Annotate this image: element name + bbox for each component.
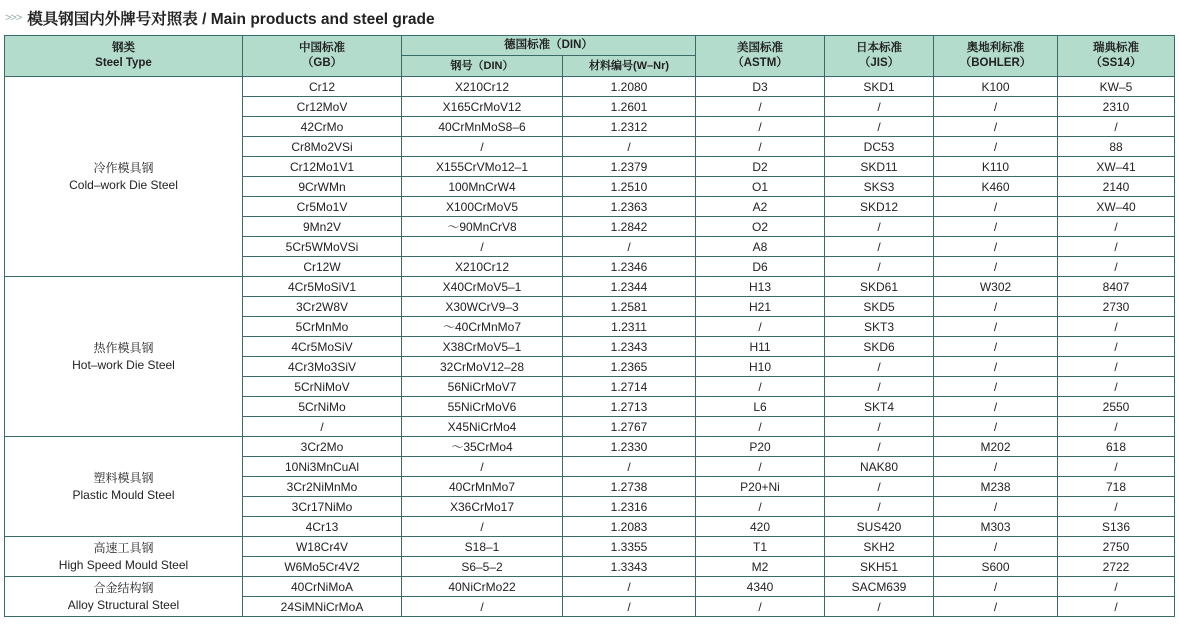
steel-category-cell — [5, 277, 243, 437]
steel-category-cell — [5, 577, 243, 617]
bohler-cell: / — [934, 197, 1058, 217]
gb-cell: 42CrMo — [243, 117, 402, 137]
din-grade-cell: 32CrMoV12–28 — [402, 357, 563, 377]
astm-cell: / — [696, 457, 825, 477]
astm-cell: / — [696, 97, 825, 117]
astm-cell: / — [696, 377, 825, 397]
jis-cell: SKD12 — [825, 197, 934, 217]
astm-cell: 420 — [696, 517, 825, 537]
gb-cell: / — [243, 417, 402, 437]
din-grade-cell: / — [402, 517, 563, 537]
jis-cell: SUS420 — [825, 517, 934, 537]
din-grade-cell: S18–1 — [402, 537, 563, 557]
din-grade-cell: X45NiCrMo4 — [402, 417, 563, 437]
jis-cell: SKD6 — [825, 337, 934, 357]
category-name-cn: 热作模具钢 — [93, 340, 154, 355]
astm-cell: M2 — [696, 557, 825, 577]
ss14-cell: 2140 — [1058, 177, 1175, 197]
bohler-cell: M238 — [934, 477, 1058, 497]
gb-cell: 4Cr5MoSiV1 — [243, 277, 402, 297]
category-name-en: High Speed Mould Steel — [58, 557, 189, 572]
category-name-cn: 塑料模具钢 — [93, 470, 154, 485]
bohler-cell: / — [934, 417, 1058, 437]
category-name-en: Hot–work Die Steel — [72, 357, 175, 372]
astm-cell: D6 — [696, 257, 825, 277]
din-grade-cell: ～40CrMnMo7 — [402, 317, 563, 337]
jis-cell: SKH51 — [825, 557, 934, 577]
gb-cell: 3Cr2W8V — [243, 297, 402, 317]
category-name-en: Cold–work Die Steel — [69, 177, 178, 192]
ss14-cell: 2750 — [1058, 537, 1175, 557]
din-number-cell: 1.2080 — [563, 77, 696, 97]
jis-cell: / — [825, 117, 934, 137]
astm-cell: 4340 — [696, 577, 825, 597]
astm-cell: O1 — [696, 177, 825, 197]
ss14-cell: XW–40 — [1058, 197, 1175, 217]
astm-cell: / — [696, 317, 825, 337]
jis-cell: SKT3 — [825, 317, 934, 337]
astm-cell: / — [696, 497, 825, 517]
bohler-cell: / — [934, 577, 1058, 597]
din-grade-cell: / — [402, 237, 563, 257]
category-name-cn: 高速工具钢 — [93, 540, 154, 555]
din-grade-cell: / — [402, 457, 563, 477]
header-ss14: 瑞典标准 （SS14） — [1058, 36, 1175, 77]
astm-cell: D2 — [696, 157, 825, 177]
bohler-cell: / — [934, 357, 1058, 377]
jis-cell: SKT4 — [825, 397, 934, 417]
din-grade-cell: ～90MnCrV8 — [402, 217, 563, 237]
din-number-cell: 1.2343 — [563, 337, 696, 357]
jis-cell: / — [825, 97, 934, 117]
gb-cell: 9Mn2V — [243, 217, 402, 237]
din-grade-cell: 56NiCrMoV7 — [402, 377, 563, 397]
steel-category-cell — [5, 77, 243, 277]
category-name-cn: 冷作模具钢 — [93, 160, 154, 175]
jis-cell: SKD1 — [825, 77, 934, 97]
din-grade-cell: X210Cr12 — [402, 257, 563, 277]
steel-category-cell — [5, 537, 243, 577]
astm-cell: P20 — [696, 437, 825, 457]
gb-cell: Cr5Mo1V — [243, 197, 402, 217]
table-row — [5, 437, 1175, 457]
ss14-cell: / — [1058, 597, 1175, 617]
gb-cell: 5CrMnMo — [243, 317, 402, 337]
table-row — [5, 277, 1175, 297]
header-din-grade: 钢号（DIN） — [402, 56, 563, 77]
din-number-cell: / — [563, 597, 696, 617]
din-number-cell: / — [563, 137, 696, 157]
gb-cell: W18Cr4V — [243, 537, 402, 557]
jis-cell: / — [825, 217, 934, 237]
bohler-cell: / — [934, 297, 1058, 317]
astm-cell: O2 — [696, 217, 825, 237]
astm-cell: T1 — [696, 537, 825, 557]
din-number-cell: 1.3355 — [563, 537, 696, 557]
bohler-cell: K460 — [934, 177, 1058, 197]
ss14-cell: / — [1058, 497, 1175, 517]
bohler-cell: K100 — [934, 77, 1058, 97]
din-number-cell: / — [563, 577, 696, 597]
gb-cell: 3Cr17NiMo — [243, 497, 402, 517]
astm-cell: P20+Ni — [696, 477, 825, 497]
din-grade-cell: 100MnCrW4 — [402, 177, 563, 197]
table-row — [5, 77, 1175, 97]
jis-cell: / — [825, 417, 934, 437]
din-grade-cell: / — [402, 597, 563, 617]
din-number-cell: 1.2365 — [563, 357, 696, 377]
din-number-cell: 1.2344 — [563, 277, 696, 297]
astm-cell: / — [696, 417, 825, 437]
bohler-cell: / — [934, 237, 1058, 257]
gb-cell: 4Cr3Mo3SiV — [243, 357, 402, 377]
din-number-cell: 1.2311 — [563, 317, 696, 337]
ss14-cell: / — [1058, 317, 1175, 337]
jis-cell: SKD61 — [825, 277, 934, 297]
din-number-cell: 1.2714 — [563, 377, 696, 397]
header-din-number: 材料编号(W–Nr) — [563, 56, 696, 77]
bohler-cell: M202 — [934, 437, 1058, 457]
din-grade-cell: X155CrVMo12–1 — [402, 157, 563, 177]
din-number-cell: 1.2316 — [563, 497, 696, 517]
gb-cell: 5CrNiMo — [243, 397, 402, 417]
gb-cell: 5CrNiMoV — [243, 377, 402, 397]
bohler-cell: / — [934, 377, 1058, 397]
astm-cell: H10 — [696, 357, 825, 377]
ss14-cell: 618 — [1058, 437, 1175, 457]
jis-cell: / — [825, 477, 934, 497]
din-grade-cell: 40NiCrMo22 — [402, 577, 563, 597]
din-number-cell: 1.2346 — [563, 257, 696, 277]
ss14-cell: / — [1058, 417, 1175, 437]
steel-grade-table — [4, 35, 1175, 617]
jis-cell: SKS3 — [825, 177, 934, 197]
gb-cell: 4Cr13 — [243, 517, 402, 537]
bohler-cell: / — [934, 97, 1058, 117]
astm-cell: H21 — [696, 297, 825, 317]
din-grade-cell: X36CrMo17 — [402, 497, 563, 517]
ss14-cell: 2310 — [1058, 97, 1175, 117]
bohler-cell: / — [934, 257, 1058, 277]
ss14-cell: 88 — [1058, 137, 1175, 157]
din-grade-cell: X100CrMoV5 — [402, 197, 563, 217]
din-grade-cell: ～35CrMo4 — [402, 437, 563, 457]
gb-cell: 40CrNiMoA — [243, 577, 402, 597]
gb-cell: Cr8Mo2VSi — [243, 137, 402, 157]
bohler-cell: W302 — [934, 277, 1058, 297]
bohler-cell: / — [934, 117, 1058, 137]
din-number-cell: 1.2842 — [563, 217, 696, 237]
page-title-bar — [5, 8, 435, 28]
astm-cell: H13 — [696, 277, 825, 297]
gb-cell: 10Ni3MnCuAl — [243, 457, 402, 477]
gb-cell: 3Cr2Mo — [243, 437, 402, 457]
astm-cell: H11 — [696, 337, 825, 357]
ss14-cell: / — [1058, 577, 1175, 597]
bohler-cell: / — [934, 397, 1058, 417]
bohler-cell: S600 — [934, 557, 1058, 577]
bohler-cell: / — [934, 217, 1058, 237]
jis-cell: SACM639 — [825, 577, 934, 597]
din-grade-cell: X165CrMoV12 — [402, 97, 563, 117]
header-bohler: 奥地利标准 （BOHLER） — [934, 36, 1058, 77]
ss14-cell: / — [1058, 357, 1175, 377]
jis-cell: SKD5 — [825, 297, 934, 317]
ss14-cell: 718 — [1058, 477, 1175, 497]
jis-cell: / — [825, 357, 934, 377]
din-number-cell: 1.3343 — [563, 557, 696, 577]
jis-cell: / — [825, 497, 934, 517]
din-number-cell: 1.2379 — [563, 157, 696, 177]
header-astm: 美国标准 （ASTM） — [696, 36, 825, 77]
bohler-cell: K110 — [934, 157, 1058, 177]
din-grade-cell: / — [402, 137, 563, 157]
gb-cell: 4Cr5MoSiV — [243, 337, 402, 357]
ss14-cell: 2730 — [1058, 297, 1175, 317]
header-gb: 中国标准 （GB） — [243, 36, 402, 77]
din-number-cell: 1.2312 — [563, 117, 696, 137]
header-jis: 日本标准 （JIS） — [825, 36, 934, 77]
bohler-cell: / — [934, 137, 1058, 157]
gb-cell: Cr12W — [243, 257, 402, 277]
bohler-cell: / — [934, 317, 1058, 337]
category-name-cn: 合金结构钢 — [93, 580, 154, 595]
din-grade-cell: 40CrMnMo7 — [402, 477, 563, 497]
ss14-cell: KW–5 — [1058, 77, 1175, 97]
din-grade-cell: 40CrMnMoS8–6 — [402, 117, 563, 137]
astm-cell: A2 — [696, 197, 825, 217]
din-grade-cell: S6–5–2 — [402, 557, 563, 577]
category-name-en: Plastic Mould Steel — [72, 487, 175, 502]
astm-cell: L6 — [696, 397, 825, 417]
gb-cell: 3Cr2NiMnMo — [243, 477, 402, 497]
ss14-cell: / — [1058, 117, 1175, 137]
bohler-cell: / — [934, 497, 1058, 517]
jis-cell: DC53 — [825, 137, 934, 157]
din-number-cell: / — [563, 457, 696, 477]
ss14-cell: S136 — [1058, 517, 1175, 537]
din-number-cell: 1.2713 — [563, 397, 696, 417]
din-grade-cell: X30WCrV9–3 — [402, 297, 563, 317]
din-number-cell: 1.2330 — [563, 437, 696, 457]
din-number-cell: 1.2510 — [563, 177, 696, 197]
bohler-cell: / — [934, 337, 1058, 357]
astm-cell: / — [696, 117, 825, 137]
ss14-cell: / — [1058, 257, 1175, 277]
jis-cell: SKD11 — [825, 157, 934, 177]
header-din-group: 德国标准（DIN） — [402, 36, 696, 56]
bohler-cell: M303 — [934, 517, 1058, 537]
din-number-cell: 1.2581 — [563, 297, 696, 317]
astm-cell: / — [696, 137, 825, 157]
ss14-cell: / — [1058, 217, 1175, 237]
ss14-cell: 2550 — [1058, 397, 1175, 417]
header-steel-type: 钢类 Steel Type — [5, 36, 243, 77]
din-number-cell: 1.2083 — [563, 517, 696, 537]
ss14-cell: 8407 — [1058, 277, 1175, 297]
ss14-cell: XW–41 — [1058, 157, 1175, 177]
jis-cell: NAK80 — [825, 457, 934, 477]
gb-cell: 5Cr5WMoVSi — [243, 237, 402, 257]
gb-cell: 24SiMNiCrMoA — [243, 597, 402, 617]
page-title: 模具钢国内外牌号对照表 / Main products and steel grade — [27, 11, 435, 28]
gb-cell: 9CrWMn — [243, 177, 402, 197]
din-grade-cell: X210Cr12 — [402, 77, 563, 97]
din-grade-cell: X38CrMoV5–1 — [402, 337, 563, 357]
din-number-cell: 1.2738 — [563, 477, 696, 497]
category-name-en: Alloy Structural Steel — [67, 597, 180, 612]
arrows-icon: >>> — [5, 12, 22, 24]
gb-cell: Cr12MoV — [243, 97, 402, 117]
table-row — [5, 577, 1175, 597]
jis-cell: / — [825, 437, 934, 457]
ss14-cell: / — [1058, 377, 1175, 397]
ss14-cell: / — [1058, 237, 1175, 257]
din-number-cell: 1.2767 — [563, 417, 696, 437]
astm-cell: / — [696, 597, 825, 617]
ss14-cell: / — [1058, 337, 1175, 357]
bohler-cell: / — [934, 457, 1058, 477]
jis-cell: / — [825, 257, 934, 277]
astm-cell: D3 — [696, 77, 825, 97]
gb-cell: Cr12Mo1V1 — [243, 157, 402, 177]
din-grade-cell: 55NiCrMoV6 — [402, 397, 563, 417]
din-number-cell: 1.2363 — [563, 197, 696, 217]
gb-cell: Cr12 — [243, 77, 402, 97]
din-grade-cell: X40CrMoV5–1 — [402, 277, 563, 297]
ss14-cell: / — [1058, 457, 1175, 477]
din-number-cell: 1.2601 — [563, 97, 696, 117]
jis-cell: / — [825, 377, 934, 397]
jis-cell: / — [825, 237, 934, 257]
table-body — [5, 77, 1175, 617]
astm-cell: A8 — [696, 237, 825, 257]
gb-cell: W6Mo5Cr4V2 — [243, 557, 402, 577]
jis-cell: SKH2 — [825, 537, 934, 557]
din-number-cell: / — [563, 237, 696, 257]
steel-category-cell — [5, 437, 243, 537]
jis-cell: / — [825, 597, 934, 617]
table-row — [5, 537, 1175, 557]
bohler-cell: / — [934, 597, 1058, 617]
ss14-cell: 2722 — [1058, 557, 1175, 577]
bohler-cell: / — [934, 537, 1058, 557]
